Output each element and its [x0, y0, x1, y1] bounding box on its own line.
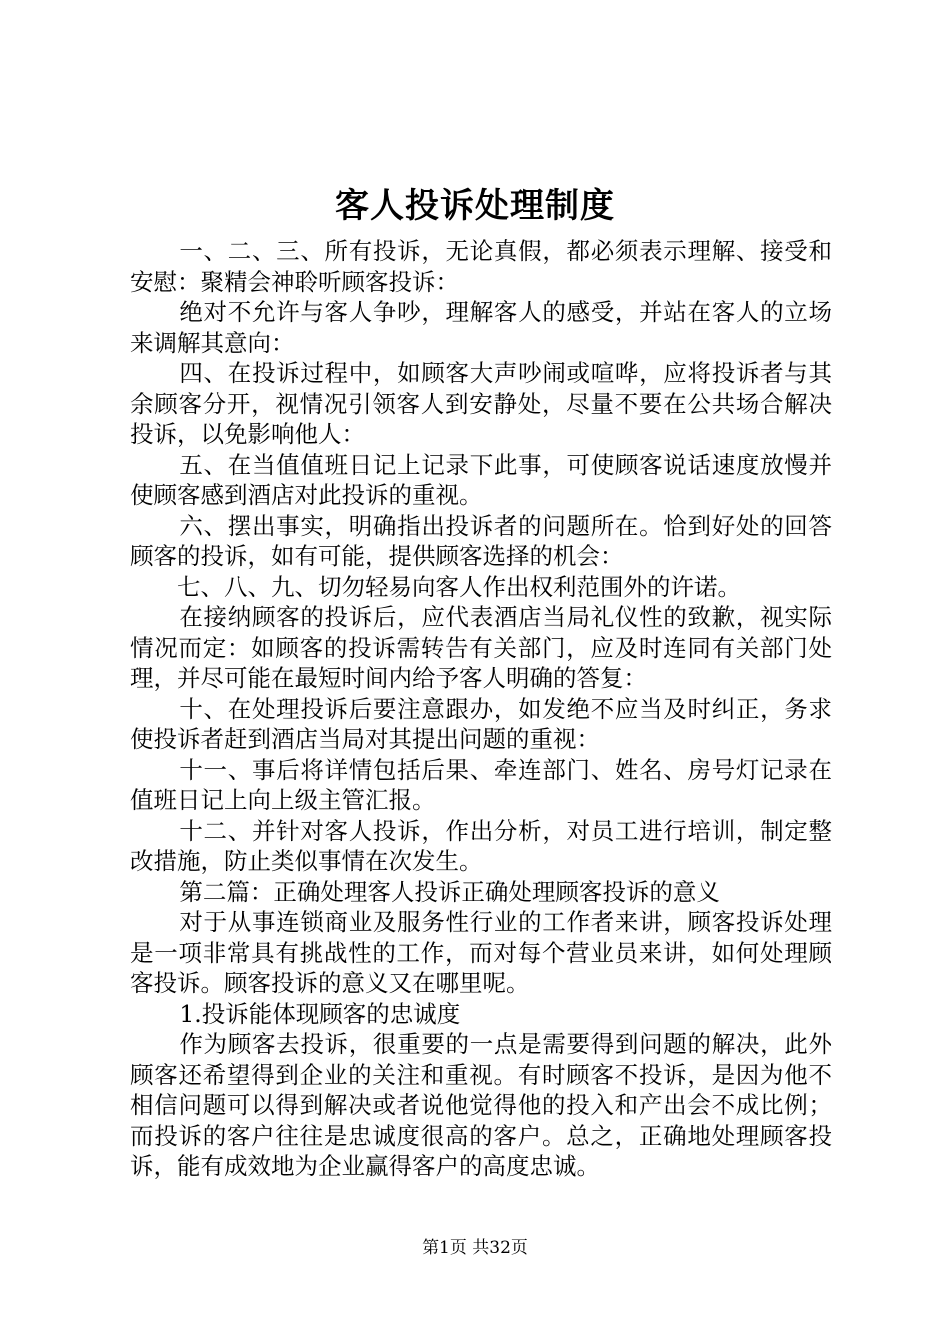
section-heading: 第二篇：正确处理客人投诉正确处理顾客投诉的意义: [179, 877, 720, 906]
paragraph: 十、在处理投诉后要注意跟办，如发绝不应当及时纠正，务求使投诉者赶到酒店当局对其提出问题的重视：: [130, 694, 832, 753]
paragraph: 一、二、三、所有投诉，无论真假，都必须表示理解、接受和安慰：聚精会神聆听顾客投诉：: [130, 237, 832, 296]
paragraph: 十二、并针对客人投诉，作出分析，对员工进行培训，制定整改措施，防止类似事情在次发生。: [130, 816, 832, 875]
paragraph: 绝对不允许与客人争吵，理解客人的感受，并站在客人的立场来调解其意向：: [130, 298, 832, 357]
document-body: [130, 236, 832, 1182]
paragraph: 作为顾客去投诉，很重要的一点是需要得到问题的解决，此外顾客还希望得到企业的关注和重视。有时顾客不投诉，是因为他不相信问题可以得到解决或者说他觉得他的投入和产出会不成比例；而投诉的客户往往是忠诚度很高的客户。总之，正确地处理顾客投诉，能有成效地为企业赢得客户的高度忠诚。: [130, 1030, 832, 1180]
paragraph: 在接纳顾客的投诉后，应代表酒店当局礼仪性的致歉，视实际情况而定：如顾客的投诉需转告有关部门，应及时连同有关部门处理，并尽可能在最短时间内给予客人明确的答复：: [130, 603, 832, 692]
paragraph: 四、在投诉过程中，如顾客大声吵闹或喧哗，应将投诉者与其余顾客分开，视情况引领客人到安静处，尽量不要在公共场合解决投诉，以免影响他人：: [130, 359, 832, 448]
paragraph: 六、摆出事实，明确指出投诉者的问题所在。恰到好处的回答顾客的投诉，如有可能，提供顾客选择的机会：: [130, 511, 832, 570]
paragraph: 七、八、九、切勿轻易向客人作出权利范围外的许诺。: [177, 572, 741, 601]
document-title: 客人投诉处理制度: [335, 186, 615, 226]
subheading: 1.投诉能体现顾客的忠诚度: [179, 999, 461, 1028]
paragraph: 五、在当值值班日记上记录下此事，可使顾客说话速度放慢并使顾客感到酒店对此投诉的重视。: [130, 450, 832, 509]
paragraph: 十一、事后将详情包括后果、牵连部门、姓名、房号灯记录在值班日记上向上级主管汇报。: [130, 755, 832, 814]
paragraph: 对于从事连锁商业及服务性行业的工作者来讲，顾客投诉处理是一项非常具有挑战性的工作，而对每个营业员来讲，如何处理顾客投诉。顾客投诉的意义又在哪里呢。: [130, 908, 832, 997]
page-number-footer: 第1页 共32页: [422, 1238, 528, 1258]
